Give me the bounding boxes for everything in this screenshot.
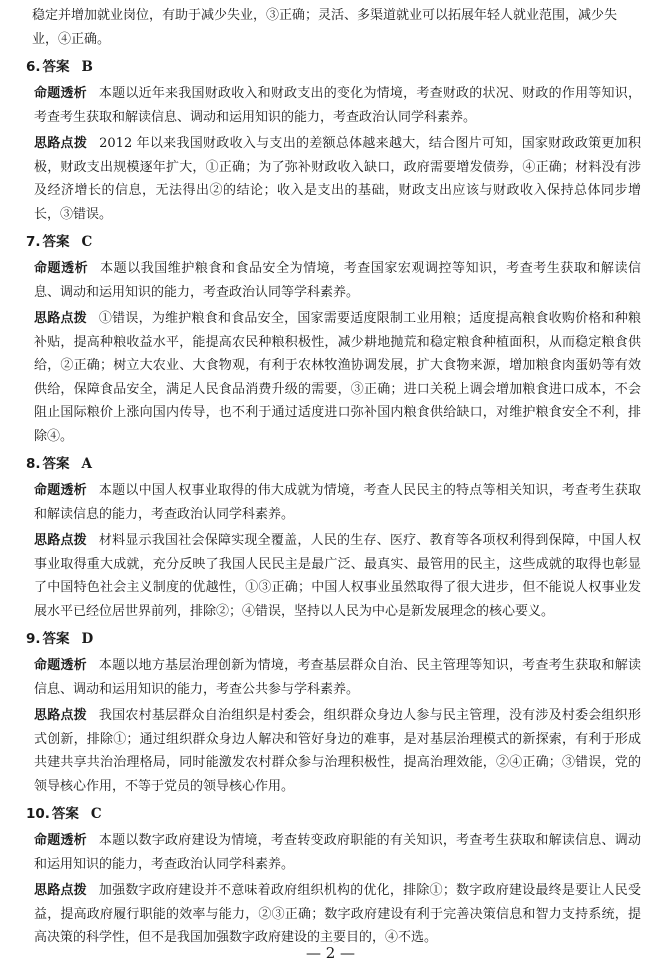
hint-label: 思路点拨 bbox=[34, 533, 87, 548]
answer-line bbox=[26, 802, 641, 826]
answer-label: 答案 bbox=[42, 456, 70, 472]
question-number: 7. bbox=[26, 234, 41, 250]
question-number: 10. bbox=[26, 806, 50, 822]
analysis-block bbox=[26, 654, 641, 701]
hint-label: 思路点拨 bbox=[34, 136, 88, 151]
question-10 bbox=[26, 802, 641, 950]
hint-block bbox=[26, 307, 641, 448]
question-6 bbox=[26, 55, 641, 226]
analysis-block bbox=[26, 82, 641, 129]
question-8 bbox=[26, 452, 641, 623]
page-number: — 2 — bbox=[305, 944, 356, 962]
analysis-label: 命题透析 bbox=[34, 86, 87, 101]
analysis-label: 命题透析 bbox=[34, 658, 87, 673]
hint-block bbox=[26, 704, 641, 798]
answer-value: C bbox=[81, 234, 93, 250]
hint-block bbox=[26, 879, 641, 950]
answer-value: A bbox=[81, 456, 93, 472]
analysis-text: 本题以近年来我国财政收入和财政支出的变化为情境，考查财政的状况、财政的作用等知识，考查考生获取和解读信息、调动和运用知识的能力，考查政治认同学科素养。 bbox=[34, 86, 641, 125]
hint-block bbox=[26, 132, 641, 226]
analysis-text: 本题以数字政府建设为情境，考查转变政府职能的有关知识，考查考生获取和解读信息、调动和运用知识的能力，考查政治认同学科素养。 bbox=[34, 833, 641, 872]
answer-line bbox=[26, 452, 641, 476]
hint-label: 思路点拨 bbox=[34, 883, 87, 898]
question-7 bbox=[26, 230, 641, 448]
answer-line bbox=[26, 627, 641, 651]
analysis-label: 命题透析 bbox=[34, 261, 89, 276]
hint-block bbox=[26, 529, 641, 623]
question-list bbox=[26, 55, 641, 950]
question-9 bbox=[26, 627, 641, 798]
hint-text: 我国农村基层群众自治组织是村委会，组织群众身边人参与民主管理，没有涉及村委会组织形式创新，排除①；通过组织群众身边人解决和管好身边的难事，是对基层治理模式的新探索，有利于形成共建共享共治治理格局，同时能激发农村群众参与治理积极性，提高治理效能，②④正确；③错误，党的领导核心作用，不等于党员的领导核心作用。 bbox=[34, 708, 641, 794]
answer-value: B bbox=[81, 59, 93, 75]
answer-value: C bbox=[90, 806, 102, 822]
answer-line bbox=[26, 230, 641, 254]
analysis-block bbox=[26, 479, 641, 526]
answer-label: 答案 bbox=[42, 631, 70, 647]
continued-explanation: 稳定并增加就业岗位，有助于减少失业，③正确；灵活、多渠道就业可以拓展年轻人就业范围，减少失业，④正确。 bbox=[32, 8, 618, 47]
analysis-text: 本题以中国人权事业取得的伟大成就为情境，考查人民民主的特点等相关知识，考查考生获取和解读信息的能力，考查政治认同学科素养。 bbox=[34, 483, 641, 522]
answer-label: 答案 bbox=[42, 234, 70, 250]
hint-text: 2012 年以来我国财政收入与支出的差额总体越来越大，结合图片可知，国家财政政策更加积极，财政支出规模逐年扩大，①正确；为了弥补财政收入缺口，政府需要增发债券，④正确；材料没有涉及经济增长的信息，无法得出②的结论；收入是支出的基础，财政支出应该与财政收入保持总体同步增长，③错误。 bbox=[34, 136, 641, 222]
answer-value: D bbox=[81, 631, 94, 647]
analysis-text: 本题以地方基层治理创新为情境，考查基层群众自治、民主管理等知识，考查考生获取和解读信息、调动和运用知识的能力，考查公共参与学科素养。 bbox=[34, 658, 641, 697]
analysis-text: 本题以我国维护粮食和食品安全为情境，考查国家宏观调控等知识，考查考生获取和解读信息、调动和运用知识的能力，考查政治认同等学科素养。 bbox=[34, 261, 641, 300]
answer-label: 答案 bbox=[42, 59, 70, 75]
hint-label: 思路点拨 bbox=[34, 708, 87, 723]
question-number: 8. bbox=[26, 456, 41, 472]
analysis-block bbox=[26, 829, 641, 876]
hint-label: 思路点拨 bbox=[34, 311, 87, 326]
answer-label: 答案 bbox=[51, 806, 79, 822]
analysis-block bbox=[26, 257, 641, 304]
answer-line bbox=[26, 55, 641, 79]
question-number: 6. bbox=[26, 59, 41, 75]
hint-text: 材料显示我国社会保障实现全覆盖，人民的生存、医疗、教育等各项权利得到保障，中国人权事业取得重大成就，充分反映了我国人民民主是最广泛、最真实、最管用的民主，这些成就的取得也彰显了中国特色社会主义制度的优越性，①③正确；中国人权事业虽然取得了很大进步，但不能说人权事业发展水平已经位居世界前列，排除②；④错误，坚持以人民为中心是新发展理念的核心要义。 bbox=[34, 533, 641, 619]
analysis-label: 命题透析 bbox=[34, 483, 87, 498]
question-number: 9. bbox=[26, 631, 41, 647]
analysis-label: 命题透析 bbox=[34, 833, 87, 848]
hint-text: 加强数字政府建设并不意味着政府组织机构的优化，排除①；数字政府建设最终是要让人民受益，提高政府履行职能的效率与能力，②③正确；数字政府建设有利于完善决策信息和智力支持系统，提高决策的科学性，但不是我国加强数字政府建设的主要目的，④不选。 bbox=[34, 883, 641, 945]
hint-text: ①错误，为维护粮食和食品安全，国家需要适度限制工业用粮；适度提高粮食收购价格和种粮补贴，提高种粮收益水平，能提高农民种粮积极性，减少耕地抛荒和稳定粮食种植面积，从而稳定粮食供给，②正确；树立大农业、大食物观，有利于农林牧渔协调发展，扩大食物来源，增加粮食肉蛋奶等有效供给，保障食品安全，满足人民食品消费升级的需要，③正确；进口关税上调会增加粮食进口成本，不会阻止国际粮价上涨向国内传导，也不利于通过适度进口弥补国内粮食供给缺口，对维护粮食安全不利，排除④。 bbox=[34, 311, 641, 444]
